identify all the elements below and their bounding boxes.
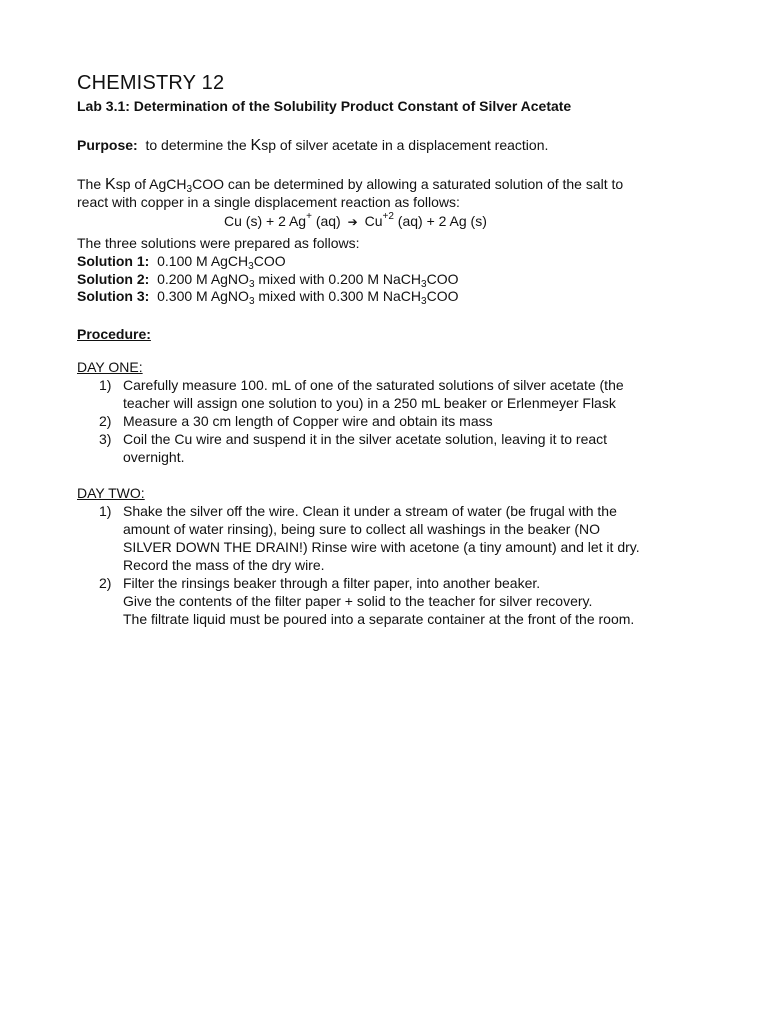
- day-two-heading: DAY TWO:: [77, 485, 145, 501]
- solution-text: COO: [426, 271, 459, 287]
- subscript: 3: [248, 279, 255, 290]
- intro-line-1: [77, 176, 623, 194]
- step-number: 3): [99, 431, 112, 447]
- step-line: overnight.: [123, 449, 185, 465]
- solution-text: mixed with 0.200 M NaCH: [254, 271, 422, 287]
- ag-charge: +: [306, 211, 312, 222]
- equation-lhs: Cu (s) + 2 Ag: [224, 213, 307, 229]
- solution-text: mixed with 0.300 M NaCH: [254, 288, 422, 304]
- step-line: The filtrate liquid must be poured into a separate container at the front of the room.: [123, 611, 635, 627]
- step-line: Measure a 30 cm length of Copper wire and obtain its mass: [123, 413, 493, 429]
- intro-line-2: react with copper in a single displacement reaction as follows:: [77, 194, 460, 210]
- step-line: teacher will assign one solution to you) in a 250 mL beaker or Erlenmeyer Flask: [123, 395, 616, 411]
- solution-text: COO: [253, 253, 286, 269]
- subscript: 3: [186, 184, 193, 195]
- day-one-steps: [77, 376, 717, 466]
- solutions-intro: The three solutions were prepared as follows:: [77, 235, 360, 251]
- equation-aq: (aq): [311, 213, 345, 229]
- lab-title: Lab 3.1: Determination of the Solubility Product Constant of Silver Acetate: [77, 98, 572, 114]
- day-two-steps: [77, 502, 717, 628]
- solution-label: Solution 1:: [77, 253, 150, 269]
- solution-label: Solution 2:: [77, 271, 150, 287]
- solution-text: 0.300 M AgNO: [157, 288, 249, 304]
- equation-rhs: (aq) + 2 Ag (s): [393, 213, 487, 229]
- step-number: 2): [99, 575, 112, 591]
- solution-text: 0.100 M AgCH: [157, 253, 249, 269]
- cu-charge: +2: [382, 211, 394, 222]
- list-item: [77, 412, 717, 430]
- day-one-heading: DAY ONE:: [77, 359, 143, 375]
- ksp-k: K: [105, 176, 116, 193]
- purpose-line: [77, 137, 548, 155]
- step-number: 1): [99, 377, 112, 393]
- step-line: amount of water rinsing), being sure to collect all washings in the beaker (NO: [123, 521, 601, 537]
- procedure-heading: Procedure:: [77, 326, 151, 342]
- purpose-label: Purpose:: [77, 137, 138, 153]
- list-item: [77, 430, 717, 466]
- purpose-text-before: to determine the: [145, 137, 251, 153]
- reaction-arrow-icon: ➔: [347, 215, 358, 229]
- intro-text: of AgCH: [130, 176, 187, 192]
- solution-text: 0.200 M AgNO: [157, 271, 249, 287]
- step-line: Coil the Cu wire and suspend it in the silver acetate solution, leaving it to react: [123, 431, 608, 447]
- list-item: [77, 502, 717, 574]
- intro-text: The: [77, 176, 106, 192]
- reaction-equation: [224, 213, 487, 229]
- purpose-text-after: of silver acetate in a displacement reaction.: [276, 137, 549, 153]
- step-line: Shake the silver off the wire. Clean it under a stream of water (be frugal with the: [123, 503, 617, 519]
- step-number: 2): [99, 413, 112, 429]
- intro-text: COO can be determined by allowing a saturated solution of the salt to: [192, 176, 624, 192]
- step-line: Record the mass of the dry wire.: [123, 557, 325, 573]
- solution-text: COO: [426, 288, 459, 304]
- list-item: [77, 574, 717, 628]
- step-line: Carefully measure 100. mL of one of the saturated solutions of silver acetate (the: [123, 377, 624, 393]
- step-line: Filter the rinsings beaker through a filter paper, into another beaker.: [123, 575, 541, 591]
- solution-label: Solution 3:: [77, 288, 150, 304]
- step-number: 1): [99, 503, 112, 519]
- ksp-sp: sp: [261, 137, 276, 153]
- subscript: 3: [248, 296, 255, 307]
- equation-cu: Cu: [360, 213, 383, 229]
- solution-3: [77, 288, 459, 307]
- solution-2: [77, 271, 459, 290]
- ksp-k: K: [250, 137, 262, 154]
- step-line: Give the contents of the filter paper + solid to the teacher for silver recovery.: [123, 593, 593, 609]
- subscript: 3: [421, 296, 427, 307]
- list-item: [77, 376, 717, 412]
- subscript: 3: [421, 279, 427, 290]
- solution-1: [77, 253, 286, 272]
- course-title: CHEMISTRY 12: [77, 72, 225, 94]
- step-line: SILVER DOWN THE DRAIN!) Rinse wire with acetone (a tiny amount) and let it dry.: [123, 539, 640, 555]
- ksp-sp: sp: [115, 176, 131, 192]
- subscript: 3: [248, 261, 254, 272]
